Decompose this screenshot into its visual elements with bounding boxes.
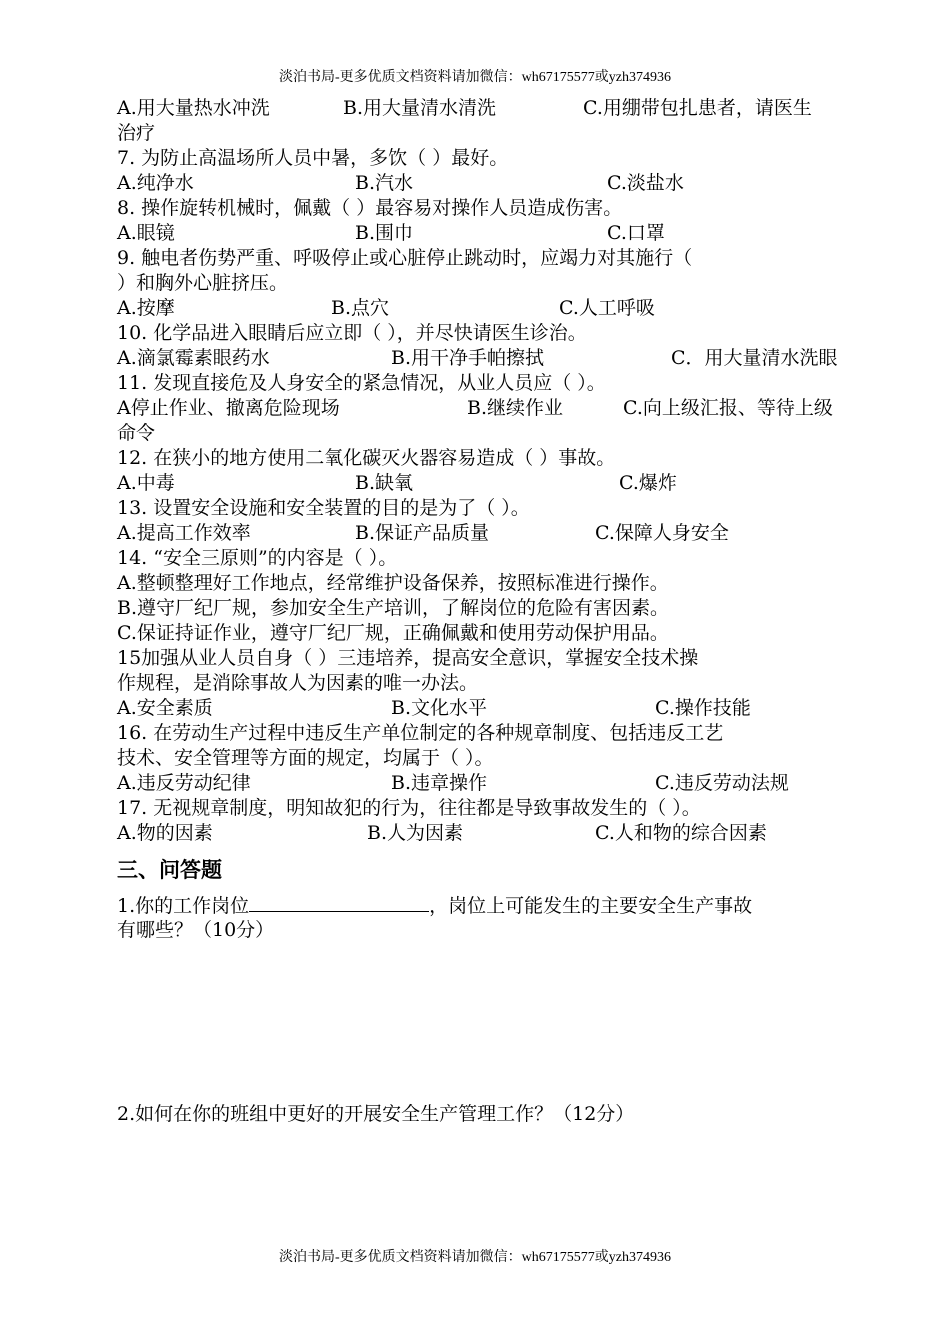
option-a: A.提高工作效率 — [117, 522, 251, 544]
question-15: 15加强从业人员自身（ ）三违培养，提高安全意识，掌握安全技术操 — [117, 647, 699, 669]
option-c: C.用绷带包扎患者，请医生 — [583, 97, 812, 119]
option-c: C.违反劳动法规 — [655, 772, 789, 794]
option-a: A.滴氯霉素眼药水 — [117, 347, 270, 369]
question-15-options — [117, 696, 887, 721]
option-c: C.保障人身安全 — [595, 522, 729, 544]
option-b: B.围巾 — [355, 222, 414, 244]
qa-question-2: 2.如何在你的班组中更好的开展安全生产管理工作？（12分） — [117, 1103, 635, 1125]
option-b: B.用大量清水清洗 — [343, 97, 497, 119]
option-b: B.保证产品质量 — [355, 522, 490, 544]
question-11-options — [117, 396, 887, 421]
option-c: C.淡盐水 — [607, 172, 684, 194]
option-b: B.用干净手帕擦拭 — [391, 347, 545, 369]
qa-question-1 — [117, 893, 887, 918]
question-6-option-c-continued: 治疗 — [117, 122, 156, 144]
question-6-options — [117, 96, 887, 121]
option-a: A停止作业、撤离危险现场 — [117, 397, 340, 419]
question-10: 10. 化学品进入眼睛后应立即（ ），并尽快请医生诊治。 — [117, 322, 587, 344]
question-17-options — [117, 821, 887, 846]
option-b: B.点穴 — [331, 297, 390, 319]
question-15-continued: 作规程，是消除事故人为因素的唯一办法。 — [117, 672, 479, 694]
question-8: 8. 操作旋转机械时，佩戴（ ）最容易对操作人员造成伤害。 — [117, 197, 623, 219]
option-b: B.缺氧 — [355, 472, 414, 494]
option-c: C.向上级汇报、等待上级 — [623, 397, 833, 419]
document-body — [117, 96, 887, 1127]
option-b: B.汽水 — [355, 172, 414, 194]
option-a: A.按摩 — [117, 297, 175, 319]
question-12: 12. 在狭小的地方使用二氧化碳灭火器容易造成（ ）事故。 — [117, 447, 616, 469]
question-11: 11. 发现直接危及人身安全的紧急情况，从业人员应（ ）。 — [117, 372, 606, 394]
option-a: A.中毒 — [117, 472, 175, 494]
qa-question-1-continued: 有哪些？（10分） — [117, 919, 275, 941]
qa-1-suffix: ，岗位上可能发生的主要安全生产事故 — [429, 895, 753, 917]
question-13: 13. 设置安全设施和安全装置的目的是为了（ ）。 — [117, 497, 530, 519]
option-c: C.人和物的综合因素 — [595, 822, 767, 844]
option-c: C.保证持证作业，遵守厂纪厂规，正确佩戴和使用劳动保护用品。 — [117, 622, 669, 644]
option-a: A.眼镜 — [117, 222, 175, 244]
option-c: C.口罩 — [607, 222, 665, 244]
page-header: 淡泊书局-更多优质文档资料请加微信：wh67175577或yzh374936 — [279, 70, 671, 85]
section-title: 三、问答题 — [117, 858, 222, 882]
question-7: 7. 为防止高温场所人员中暑，多饮（ ）最好。 — [117, 147, 509, 169]
question-16-options — [117, 771, 887, 796]
option-a: A.整顿整理好工作地点，经常维护设备保养，按照标准进行操作。 — [117, 572, 669, 594]
option-c: C.人工呼吸 — [559, 297, 655, 319]
option-a: A.物的因素 — [117, 822, 213, 844]
question-10-options — [117, 346, 887, 371]
option-c: C.爆炸 — [619, 472, 677, 494]
option-b: B.遵守厂纪厂规，参加安全生产培训，了解岗位的危险有害因素。 — [117, 597, 670, 619]
question-17: 17. 无视规章制度，明知故犯的行为，往往都是导致事故发生的（ ）。 — [117, 797, 701, 819]
option-b: B.人为因素 — [367, 822, 464, 844]
question-9-continued: ）和胸外心脏挤压。 — [117, 272, 289, 294]
question-9-options — [117, 296, 887, 321]
job-position-blank[interactable] — [249, 893, 429, 912]
option-a: A.违反劳动纪律 — [117, 772, 251, 794]
question-13-options — [117, 521, 887, 546]
qa-1-prefix: 1.你的工作岗位 — [117, 895, 250, 917]
option-a: A.纯净水 — [117, 172, 194, 194]
question-12-options — [117, 471, 887, 496]
option-c: C．用大量清水洗眼 — [671, 347, 838, 369]
option-b: B.文化水平 — [391, 697, 488, 719]
option-a: A.用大量热水冲洗 — [117, 97, 270, 119]
question-16: 16. 在劳动生产过程中违反生产单位制定的各种规章制度、包括违反工艺 — [117, 722, 724, 744]
question-16-continued: 技术、安全管理等方面的规定，均属于（ ）。 — [117, 747, 494, 769]
page-footer: 淡泊书局-更多优质文档资料请加微信：wh67175577或yzh374936 — [279, 1250, 671, 1265]
option-b: B.违章操作 — [391, 772, 488, 794]
option-c: C.操作技能 — [655, 697, 751, 719]
option-a: A.安全素质 — [117, 697, 213, 719]
question-8-options — [117, 221, 887, 246]
question-7-options — [117, 171, 887, 196]
question-9: 9. 触电者伤势严重、呼吸停止或心脏停止跳动时，应竭力对其施行（ — [117, 247, 693, 269]
question-14: 14. “安全三原则”的内容是（ ）。 — [117, 547, 398, 569]
option-b: B.继续作业 — [467, 397, 564, 419]
question-11-option-c-continued: 命令 — [117, 422, 156, 444]
